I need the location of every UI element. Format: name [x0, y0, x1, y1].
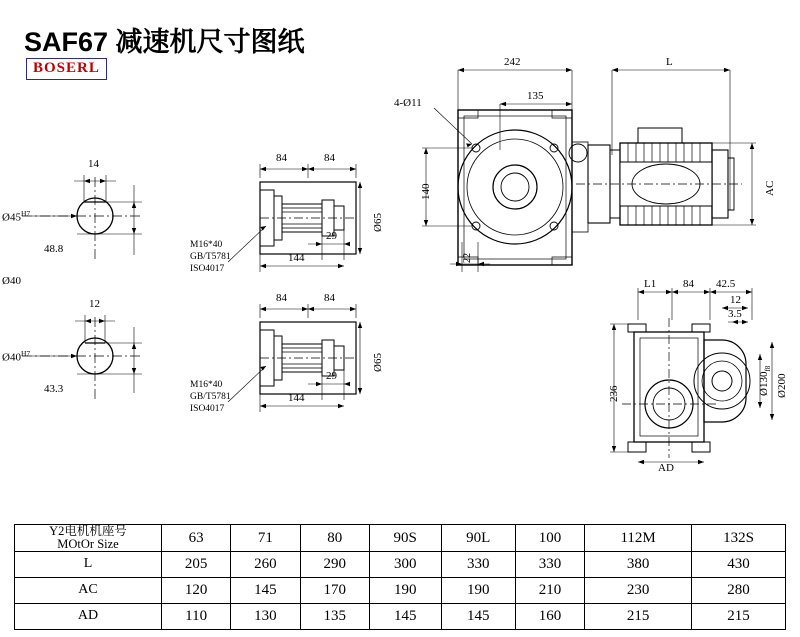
callout-4-holes: 4-Ø11: [394, 97, 422, 109]
cell-AC-4: 190: [441, 578, 515, 604]
page-title: SAF67 减速机尺寸图纸: [24, 27, 305, 57]
cell-AC-2: 170: [300, 578, 369, 604]
dim-d130: [758, 366, 772, 396]
dim-key-width-top: 14: [88, 158, 99, 170]
cell-L-1: 260: [231, 552, 300, 578]
row-header-AC: AC: [15, 578, 162, 604]
row-header-motor-size-line1: Y2电机机座号: [49, 524, 127, 538]
dim-AD: AD: [658, 462, 674, 474]
dim-12: 12: [730, 294, 741, 306]
bolt-callout-top: M16*40: [190, 240, 223, 250]
dim-84-side: 84: [683, 278, 694, 290]
dim-242: 242: [504, 56, 521, 68]
table-row-L: [15, 552, 786, 578]
dim-key-width-bottom: 12: [89, 298, 100, 310]
cell-L-7: 430: [692, 552, 786, 578]
row-header-motor-size-line2: MOtOr Size: [57, 537, 119, 552]
dim-29-top: 29: [326, 230, 337, 242]
row-header-L: L: [15, 552, 162, 578]
bolt-standard1-top: GB/T5781: [190, 252, 231, 262]
motor-size-table: [14, 524, 786, 630]
dim-236: 236: [608, 385, 620, 402]
dim-bore-bottom-value: Ø40: [2, 351, 21, 364]
cell-AC-3: 190: [369, 578, 441, 604]
hollow-shaft-view-bottom: [188, 292, 384, 425]
dim-84a-top: 84: [276, 152, 287, 164]
dim-L1: L1: [644, 278, 657, 290]
dim-second-bore: Ø40: [2, 275, 21, 287]
dim-84b-top: 84: [324, 152, 335, 164]
cell-size-6: 112M: [585, 525, 692, 552]
cell-L-4: 330: [441, 552, 515, 578]
dim-84a-bottom: 84: [276, 292, 287, 304]
cell-AC-0: 120: [162, 578, 231, 604]
cell-AC-5: 210: [515, 578, 584, 604]
cell-AD-3: 145: [369, 604, 441, 630]
table-row-header: [15, 525, 786, 552]
cell-AD-1: 130: [231, 604, 300, 630]
cell-L-2: 290: [300, 552, 369, 578]
dim-d130-value: Ø130: [758, 371, 770, 396]
bolt-standard1-bottom: GB/T5781: [190, 392, 231, 402]
dim-144-bottom: 144: [288, 392, 305, 404]
cell-L-6: 380: [585, 552, 692, 578]
hollow-shaft-view-top: [188, 152, 384, 285]
dim-d65-bottom: Ø65: [372, 353, 384, 372]
cell-AD-6: 215: [585, 604, 692, 630]
dim-d200: Ø200: [776, 373, 788, 398]
dim-L: L: [666, 56, 673, 68]
bolt-standard2-top: ISO4017: [190, 264, 225, 274]
dim-3-5: 3.5: [728, 308, 742, 320]
cell-size-0: 63: [162, 525, 231, 552]
cell-AD-2: 135: [300, 604, 369, 630]
shaft-section-top: [2, 158, 164, 287]
dim-bore-bottom-tolerance: H7: [20, 349, 31, 358]
shaft-section-bottom: [2, 298, 164, 415]
dim-bore-top-tolerance: H7: [20, 209, 31, 218]
table-row-AC: [15, 578, 786, 604]
cell-L-3: 300: [369, 552, 441, 578]
dim-29-bottom: 29: [326, 370, 337, 382]
cell-size-2: 80: [300, 525, 369, 552]
cell-AD-5: 160: [515, 604, 584, 630]
bolt-callout-bottom: M16*40: [190, 380, 223, 390]
bolt-standard2-bottom: ISO4017: [190, 404, 225, 414]
row-header-AD: AD: [15, 604, 162, 630]
cell-AC-1: 145: [231, 578, 300, 604]
dim-22: 22: [462, 253, 473, 263]
row-header-motor-size: [15, 525, 162, 552]
dim-135: 135: [527, 90, 544, 102]
dim-bore-top: [2, 209, 30, 224]
dim-height-top: 48.8: [44, 243, 64, 255]
dim-bore-top-value: Ø45: [2, 211, 21, 224]
side-view: [600, 262, 800, 477]
dim-144-top: 144: [288, 252, 305, 264]
main-assembly-view: [394, 50, 795, 285]
cell-size-1: 71: [231, 525, 300, 552]
dim-d130-tolerance: f8: [764, 365, 773, 372]
cell-size-3: 90S: [369, 525, 441, 552]
cell-size-5: 100: [515, 525, 584, 552]
dim-height-bottom: 43.3: [44, 383, 64, 395]
cell-AC-7: 280: [692, 578, 786, 604]
dim-AC: AC: [764, 180, 776, 196]
cell-AD-7: 215: [692, 604, 786, 630]
dim-84b-bottom: 84: [324, 292, 335, 304]
dim-d65-top: Ø65: [372, 213, 384, 232]
dim-42-5: 42.5: [716, 278, 736, 290]
cell-L-5: 330: [515, 552, 584, 578]
cell-size-7: 132S: [692, 525, 786, 552]
dim-140: 140: [420, 183, 432, 200]
cell-AD-4: 145: [441, 604, 515, 630]
cell-size-4: 90L: [441, 525, 515, 552]
dim-bore-bottom: [2, 349, 30, 364]
cell-AD-0: 110: [162, 604, 231, 630]
cell-L-0: 205: [162, 552, 231, 578]
cell-AC-6: 230: [585, 578, 692, 604]
table-row-AD: [15, 604, 786, 630]
brand-logo: BOSERL: [26, 58, 107, 80]
